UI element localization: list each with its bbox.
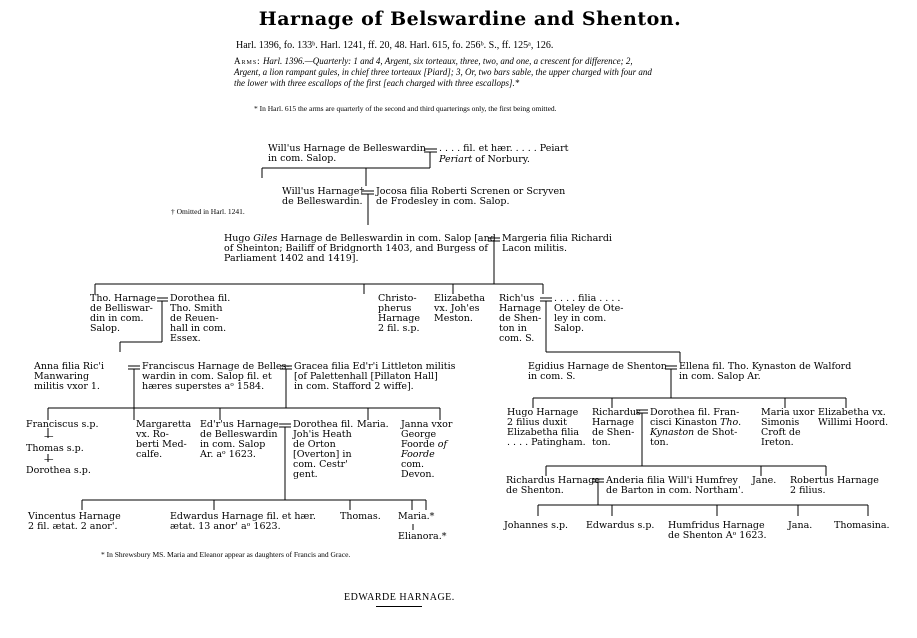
gen8-humfridus: Humfridus Harnage de Shenton Aᵒ 1623. — [668, 520, 767, 541]
gen4-richus-wife: . . . . filia . . . . Oteley de Ote- ley in com. Salop. — [554, 293, 624, 334]
gen7-robertus: Robertus Harnage 2 filius. — [790, 475, 879, 496]
janna-line5: com. — [401, 459, 425, 470]
gen4-tho-harnage: Tho. Harnage de Belliswar- din in com. Salop. — [90, 293, 157, 334]
gen3-wife: Margeria filia Richardi Lacon militis. — [502, 233, 612, 254]
manuscript-references: Harl. 1396, fo. 133ᵇ. Harl. 1241, ff. 20, 48. Harl. 615, fo. 256ᵇ. S., ff. 125ᵃ, 126. — [236, 40, 554, 51]
gen8-thomasina: Thomasina. — [834, 520, 890, 531]
janna-line6: Devon. — [401, 469, 435, 480]
gen5-franciscus: Franciscus Harnage de Belles- wardin in com. Salop fil. et hæres superstes aᵒ 1584. — [142, 361, 290, 392]
gen3-husband-italic: Giles — [253, 233, 278, 244]
janna-line1: Janna vxor — [401, 419, 453, 430]
gen5-ellena: Ellena fil. Tho. Kynaston de Walford in com. Salop Ar. — [679, 361, 852, 382]
dash: — — [44, 431, 54, 442]
arms-text: Harl. 1396.—Quarterly: 1 and 4, Argent, six torteaux, three, two, and one, a crescent for difference; 2, Argent, a lion rampant gules, in chief three torteaux [Piard]; 3, Or, two bars sable, the upper charged with four and the lower with three escallops of the first [each charged with three escallops].* — [234, 56, 652, 88]
page-title: Harnage of Belswardine and Shenton. — [258, 8, 682, 30]
gen5-gracea: Gracea filia Ed'r'i Littleton militis [of Palettenhall [Pillaton Hall] in com. Stafford 2 wiffe]. — [294, 361, 456, 392]
dorothea-kin-line3-b: de Shot- — [694, 427, 738, 438]
gen1-husband: Will'us Harnage de Belleswardin in com. Salop. — [268, 143, 426, 164]
gen6-dorothea-sp: Dorothea s.p. — [26, 465, 91, 476]
gen4-christopherus: Christo- pherus Harnage 2 fil. s.p. — [378, 293, 420, 334]
section-heading-edwarde-harnage: EDWARDE HARNAGE. — [344, 592, 455, 603]
gen6-thomas-sp: Thomas s.p. — [26, 443, 84, 454]
gen7-thomas: Thomas. — [340, 511, 381, 522]
gen7-edwardus: Edwardus Harnage fil. et hær. ætat. 13 anor' aᵒ 1623. — [170, 511, 316, 532]
gen6-richardus: Richardus Harnage de Shen- ton. — [592, 407, 641, 448]
gen6-dorothea-kinaston — [650, 408, 741, 448]
gen7-richardus: Richardus Harnage de Shenton. — [506, 475, 600, 496]
dash: — — [44, 454, 54, 465]
gen6-hugo: Hugo Harnage 2 filius duxit Elizabetha filia . . . . Patingham. — [507, 407, 586, 448]
gen8-jana: Jana. — [788, 520, 813, 531]
gen2-wife: Jocosa filia Roberti Screnen or Scryven de Frodesley in com. Salop. — [376, 186, 566, 207]
gen2-footnote: † Omitted in Harl. 1241. — [171, 207, 245, 216]
gen3-husband — [224, 234, 496, 264]
gen6-dorothea-heath: Dorothea fil. Joh'is Heath de Orton [Overton] in com. Cestr' gent. — [293, 419, 354, 480]
arms-label: Arms: — [234, 56, 261, 66]
janna-line2: George — [401, 429, 437, 440]
gen8-johannes: Johannes s.p. — [504, 520, 569, 531]
dorothea-kin-line4: ton. — [650, 437, 669, 448]
dorothea-kin-line2-italic: Tho. — [720, 417, 742, 428]
gen7-elianora: Elianora.* — [398, 531, 447, 542]
gen4-dorothea-smith: Dorothea fil. Tho. Smith de Reuen- hall in com. Essex. — [170, 293, 231, 344]
gen5-egidius: Egidius Harnage de Shenton in com. S. — [528, 361, 667, 382]
gen3-husband-a: Hugo — [224, 233, 254, 244]
gen8-edwardus: Edwardus s.p. — [586, 520, 655, 531]
dorothea-kin-line1: Dorothea fil. Fran- — [650, 407, 740, 418]
gen6-franciscus-sp: Franciscus s.p. — [26, 419, 99, 430]
gen7-maria: Maria.* — [398, 511, 435, 522]
gen7-vincentus: Vincentus Harnage 2 fil. ætat. 2 anor'. — [28, 511, 121, 532]
arms-footnote: * In Harl. 615 the arms are quarterly of the second and third quarterings only, the first being omitted. — [254, 104, 557, 113]
gen6-margaretta: Margaretta vx. Ro- berti Med- calfe. — [136, 419, 192, 460]
gen6-maria: Maria. — [357, 419, 389, 430]
janna-line4-italic: Foorde — [401, 449, 435, 460]
gen1-wife-line1: . . . . fil. et hær. . . . . Peiart — [439, 143, 569, 154]
gen1-wife-place: of Norbury. — [472, 154, 530, 165]
dorothea-kin-line2-a: cisci Kinaston — [650, 417, 721, 428]
janna-line3-a: Foorde — [401, 439, 438, 450]
janna-line3-italic: of — [437, 439, 448, 450]
gen7-jane: Jane. — [752, 475, 777, 486]
gen7-anderia: Anderia filia Will'i Humfrey de Barton in com. Northam'. — [606, 475, 744, 496]
gen5-anna: Anna filia Ric'i Manwaring militis vxor 1. — [34, 361, 105, 392]
gen4-richus: Rich'us Harnage de Shen- ton in com. S. — [499, 293, 542, 344]
gen2-husband: Will'us Harnage† de Belleswardin. — [282, 186, 365, 207]
gen6-edrus: Ed'r'us Harnage de Belleswardin in com. Salop Ar. aᵒ 1623. — [200, 419, 279, 460]
gen6-maria-croft: Maria uxor Simonis Croft de Ireton. — [761, 407, 815, 448]
gen6-elizabetha-hoord: Elizabetha vx. Willimi Hoord. — [818, 407, 889, 428]
shrewsbury-footnote: * In Shrewsbury MS. Maria and Eleanor appear as daughters of Francis and Grace. — [101, 550, 351, 559]
gen1-wife-line2 — [439, 155, 530, 165]
dorothea-kin-line3-italic: Kynaston — [650, 427, 695, 438]
gen6-janna — [401, 420, 452, 480]
gen3-husband-b: Harnage de Belleswardin in com. Salop [and of Sheinton; Bailiff of Bridgnorth 1403, and Burgess of Parliament 1402 and 1419]. — [224, 233, 496, 264]
gen4-elizabetha: Elizabetha vx. Joh'es Meston. — [434, 293, 485, 324]
footer-rule — [376, 606, 422, 607]
gen1-wife-surname: Periart — [439, 154, 473, 165]
